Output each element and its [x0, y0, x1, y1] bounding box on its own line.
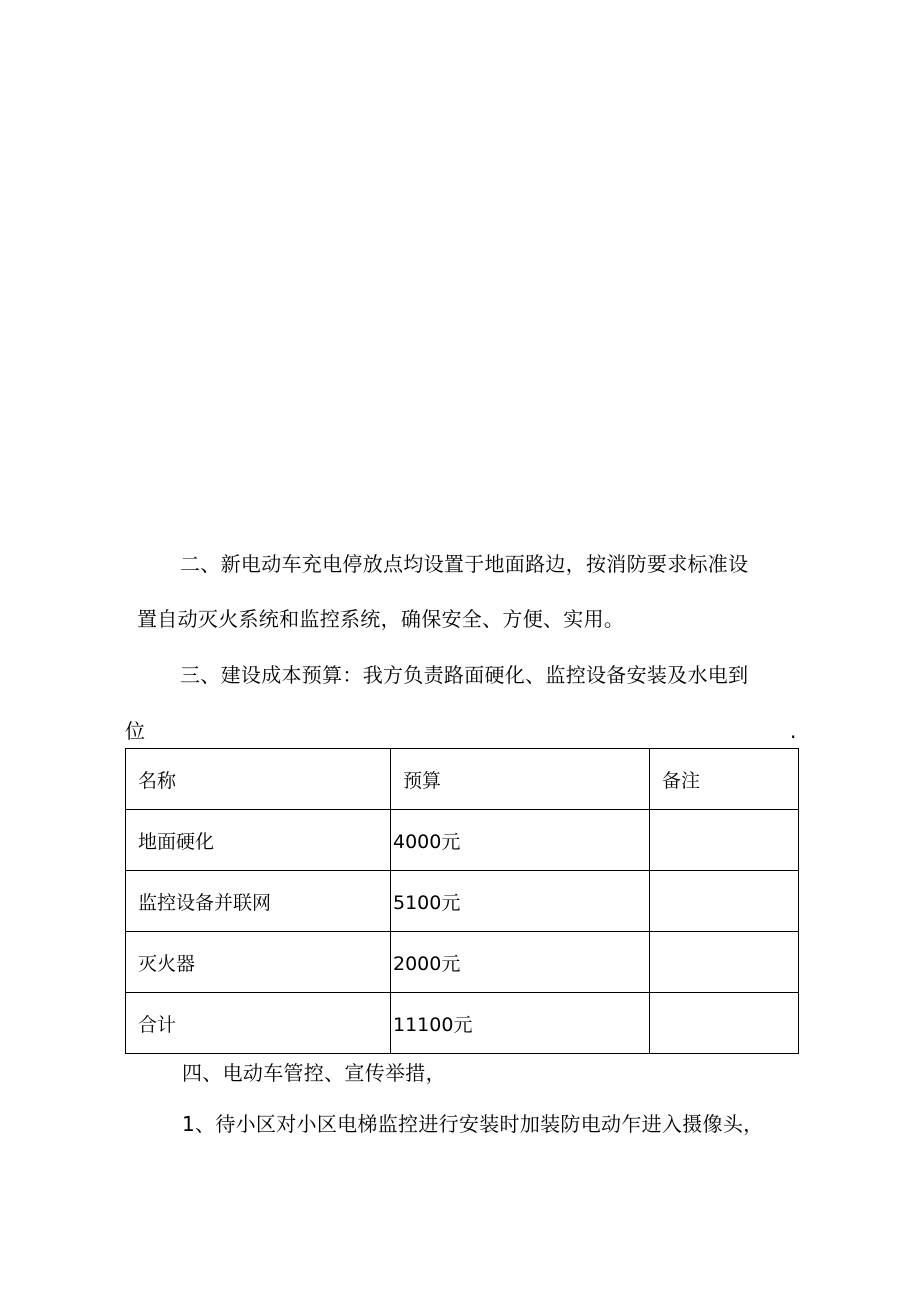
header-remarks: 备注 — [650, 749, 799, 810]
paragraph-3-trailing-dot: . — [790, 719, 797, 743]
header-name: 名称 — [126, 749, 391, 810]
cell-remarks — [650, 932, 799, 993]
paragraph-3-line-2: 位 — [125, 719, 146, 743]
table-row — [126, 871, 799, 932]
table-row — [126, 932, 799, 993]
paragraph-2-line-2: 置自动灭火系统和监控系统，确保安全、方便、实用。 — [137, 607, 625, 631]
cell-name: 灭火器 — [126, 932, 391, 993]
cell-name: 监控设备并联网 — [126, 871, 391, 932]
table-row-total — [126, 993, 799, 1054]
cell-budget: 4000元 — [391, 810, 650, 871]
paragraph-5: 1、待小区对小区电梯监控进行安装时加装防电动乍进入摄像头， — [182, 1112, 764, 1136]
paragraph-2-line-1: 二、新电动车充电停放点均设置于地面路边，按消防要求标准设 — [180, 552, 749, 576]
table-row — [126, 810, 799, 871]
cell-remarks — [650, 871, 799, 932]
paragraph-3-line-1: 三、建设成本预算：我方负责路面硬化、监控设备安装及水电到 — [180, 663, 749, 687]
cell-remarks — [650, 810, 799, 871]
cell-name: 合计 — [126, 993, 391, 1054]
header-budget: 预算 — [391, 749, 650, 810]
paragraph-4: 四、电动车管控、宣传举措， — [182, 1061, 446, 1085]
cell-budget: 5100元 — [391, 871, 650, 932]
table-header-row — [126, 749, 799, 810]
cell-name: 地面硬化 — [126, 810, 391, 871]
cell-remarks — [650, 993, 799, 1054]
budget-table — [125, 748, 799, 1054]
cell-budget: 11100元 — [391, 993, 650, 1054]
cell-budget: 2000元 — [391, 932, 650, 993]
